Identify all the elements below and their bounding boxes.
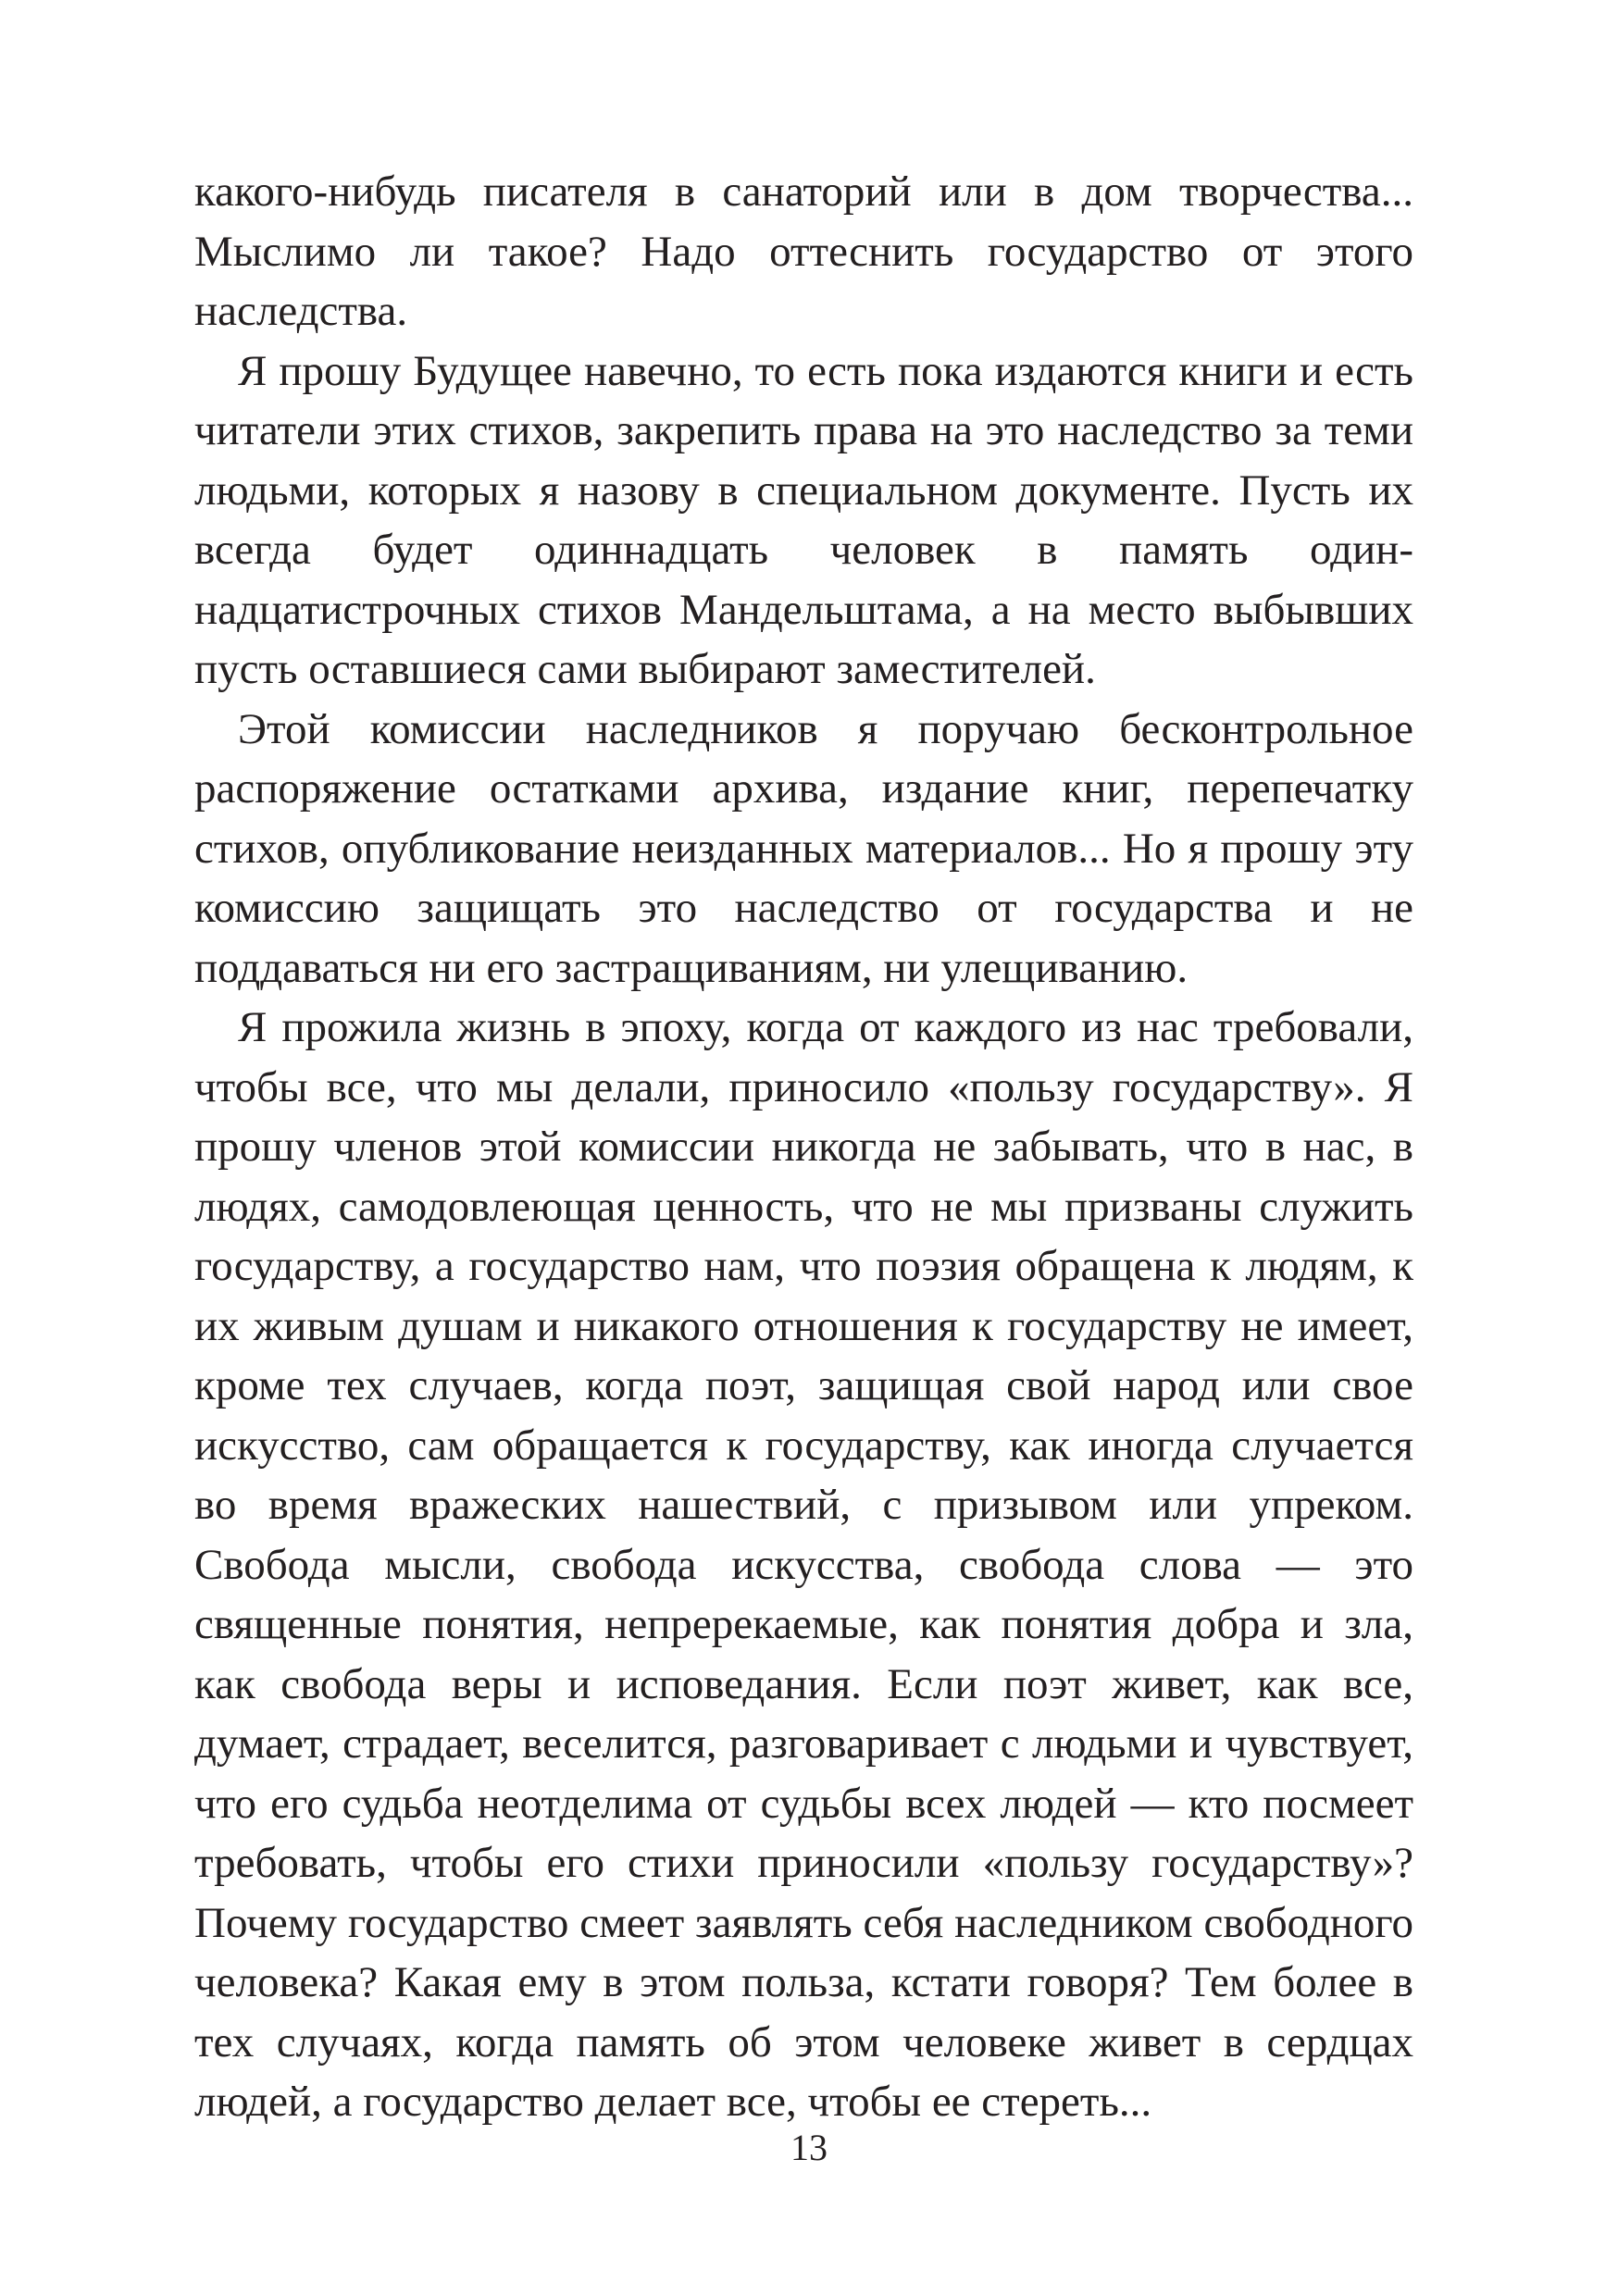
paragraph-3: Этой комиссии наследников я поручаю бесконтрольное распоряжение остатками архива, издание книг, перепечатку стихов, опубликование неизданных материалов... Но я прошу эту комиссию защищать это наследство от государства и не поддаваться ни его застращиваниям, ни улещиванию. <box>194 704 1413 992</box>
paragraph-2: Я прошу Будущее навечно, то есть пока издаются книги и есть читатели этих стихов, закрепить права на это наследство за теми людьми, которых я назову в специальном документе. Пусть их всегда будет одиннадцать человек в память одиннадцатистрочных стихов Мандельштама, а на место выбывших пусть оставшиеся сами выбирают заместителей. <box>194 346 1413 693</box>
page-number: 13 <box>790 2127 828 2168</box>
paragraph-4: Я прожила жизнь в эпоху, когда от каждого из нас требовали, чтобы все, что мы делали, приносило «пользу государству». Я прошу членов этой комиссии никогда не забывать, что в нас, в людях, самодовлеющая ценность, что не мы призваны служить государству, а государство нам, что поэзия обращена к людям, к их живым душам и никакого отношения к государству не имеет, кроме тех случаев, когда поэт, защищая свой народ или свое искусство, сам обращается к государству, как иногда случается во время вражеских нашествий, с призывом или упреком. Свобода мысли, свобода искусства, свобода слова — это священные понятия, непререкаемые, как понятия добра и зла, как свобода веры и исповедания. Если поэт живет, как все, думает, страдает, веселится, разговаривает с людьми и чувствует, что его судьба неотделима от судьбы всех людей — кто посмеет требовать, чтобы его стихи приносили «пользу государству»? Почему государство смеет заявлять себя наследником свободного человека? Какая ему в этом польза, кстати говоря? Тем более в тех случаях, когда память об этом человеке живет в сердцах людей, а государство делает все, чтобы ее стереть... <box>194 1003 1413 2126</box>
paragraph-1: какого-нибудь писателя в санаторий или в дом творчества... Мыслимо ли такое? Надо оттеснить государство от этого наследства. <box>194 168 1413 335</box>
body-text <box>194 162 1413 2132</box>
